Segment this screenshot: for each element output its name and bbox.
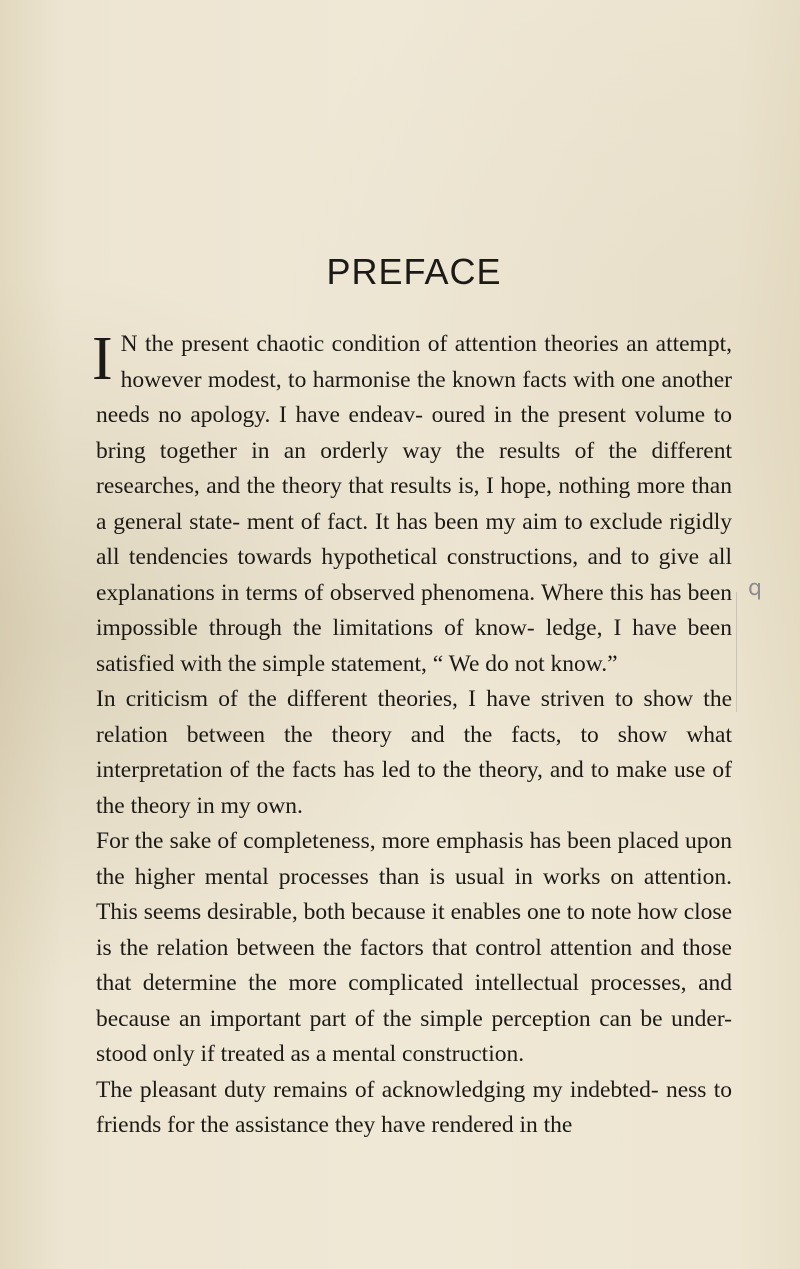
- paragraph-3: For the sake of completeness, more emphasis has been placed upon the higher mental processes than is usual in works on attention. This seems desirable, both because it enables one to note how close is the relation between the factors that control attention and those that determine the more complicated intellectual processes, and because an important part of the simple perception can be under- stood only if treated as a mental construction.: [96, 828, 732, 1067]
- paragraph-2: In criticism of the different theories, I have striven to show the relation between the theory and the facts, to show what interpretation of the facts has led to the theory, and to make use of the theory in my own.: [96, 686, 732, 819]
- book-page: [92, 0, 732, 1269]
- preface-body: [92, 325, 732, 1144]
- margin-pencil-note: q: [748, 576, 762, 601]
- margin-pencil-line: [736, 592, 737, 712]
- paragraph-1-text: N the present chaotic condition of attention theories an attempt, however modest, to harmonise the known facts with one another needs no apology. I have endeav- oured in the present volume to bring together in an orderly way the results of the different researches, and the theory that results is, I hope, nothing more than a general state- ment of fact. It has been my aim to exclude rigidly all tendencies towards hypothetical constructions, and to give all explanations in terms of observed phenomena. Where this has been impossible through the limitations of know- ledge, I have been satisfied with the simple statement, “ We do not know.”: [96, 331, 732, 677]
- paragraph-4: The pleasant duty remains of acknowledging my indebted- ness to friends for the assistance they have rendered in the: [96, 1076, 732, 1138]
- page-title: PREFACE: [326, 251, 502, 292]
- paragraph-1: [92, 325, 732, 682]
- drop-cap: I: [92, 325, 113, 393]
